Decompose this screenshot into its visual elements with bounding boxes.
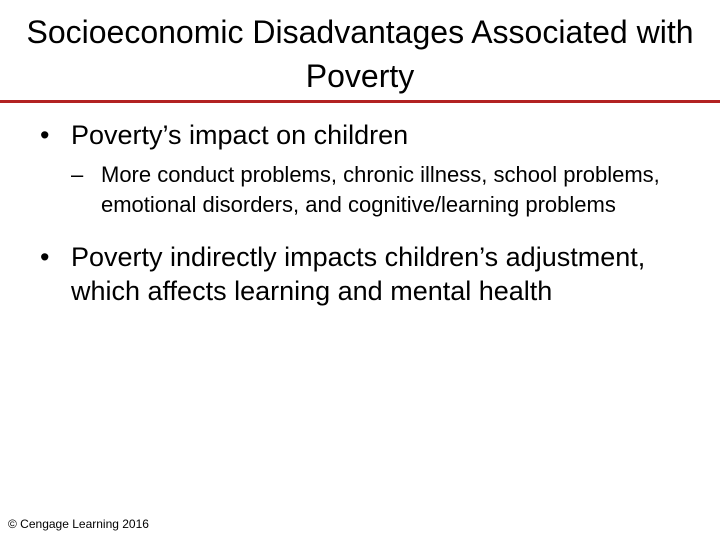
bullet-text: Poverty’s impact on children bbox=[71, 120, 409, 150]
title-divider bbox=[0, 100, 720, 103]
subbullet-text: More conduct problems, chronic illness, school problems, emotional disorders, and cognitive/learning problems bbox=[101, 162, 660, 217]
bullet-marker: • bbox=[40, 120, 50, 150]
bullet-marker: • bbox=[40, 242, 50, 272]
slide-title: Socioeconomic Disadvantages Associated with Poverty bbox=[26, 14, 694, 94]
subbullet-item bbox=[71, 160, 690, 220]
bullet-item bbox=[30, 240, 690, 308]
slide-content bbox=[30, 118, 690, 308]
bullet-item bbox=[30, 118, 690, 152]
subbullet-marker: – bbox=[71, 162, 84, 187]
copyright-footer: © Cengage Learning 2016 bbox=[8, 517, 149, 531]
bullet-text: Poverty indirectly impacts children’s adjustment, which affects learning and mental health bbox=[71, 242, 646, 306]
